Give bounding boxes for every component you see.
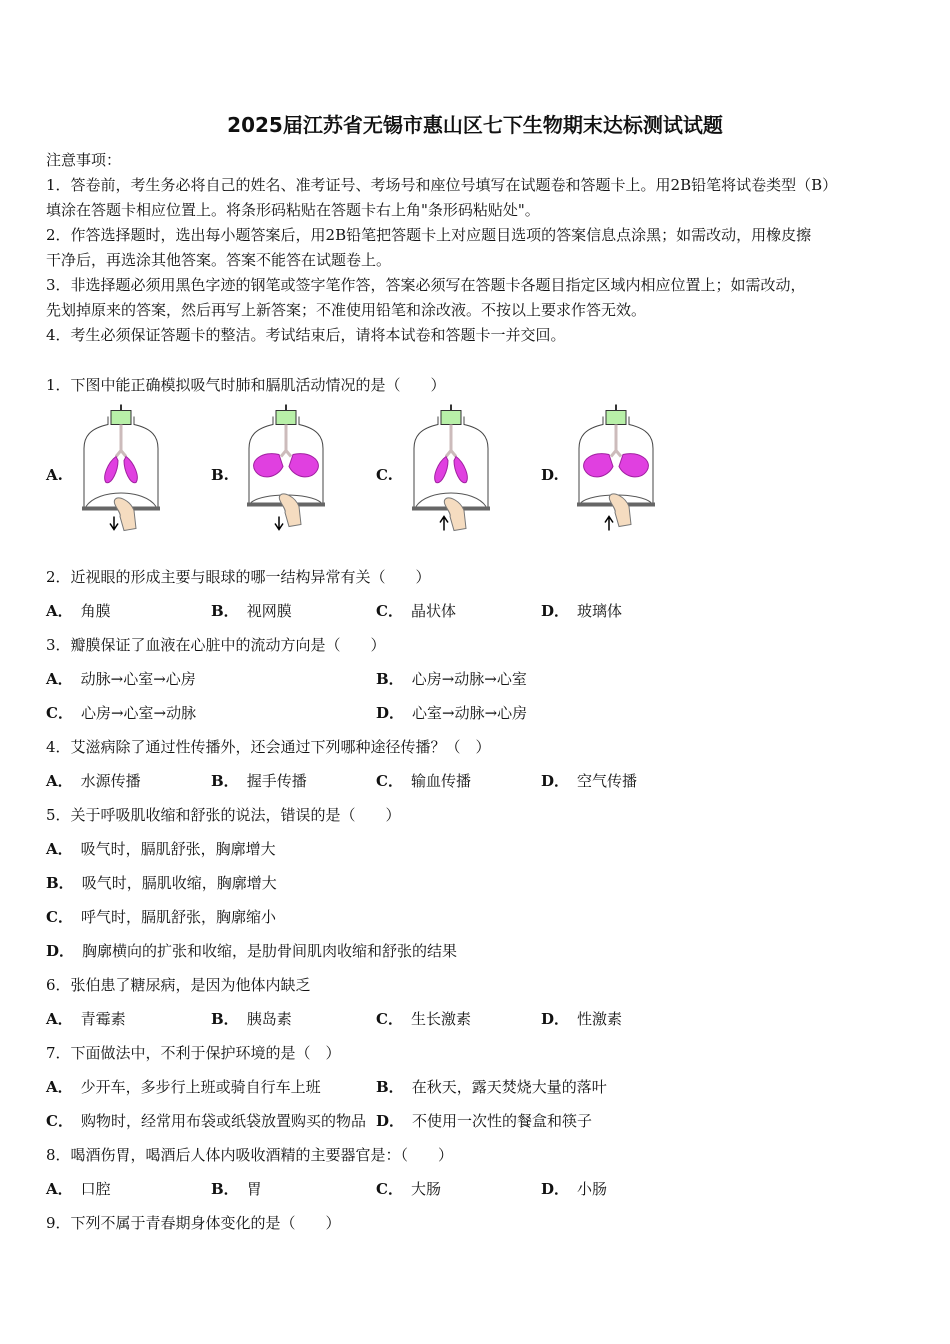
bell-jar-diagram — [243, 402, 333, 537]
question-stem: 3．瓣膜保证了血液在心脏中的流动方向是（ ） — [46, 636, 386, 654]
answer-option — [211, 594, 292, 628]
option-letter: B． — [376, 670, 404, 688]
option-text: 吸气时，膈肌舒张，胸廓增大 — [80, 840, 276, 858]
option-letter: D． — [376, 1112, 405, 1130]
bell-jar-diagram — [78, 402, 168, 537]
answer-option — [46, 662, 196, 696]
answer-option — [376, 696, 527, 730]
option-text: 生长激素 — [410, 1010, 471, 1028]
answer-option — [46, 1070, 321, 1104]
figure-label: A. — [46, 466, 63, 484]
option-text: 心房→心室→动脉 — [80, 704, 197, 722]
option-text: 小肠 — [577, 1180, 608, 1198]
option-letter: D． — [46, 942, 75, 960]
note-line: 干净后，再选涂其他答案。答案不能答在试题卷上。 — [46, 251, 392, 269]
option-text: 购物时，经常用布袋或纸袋放置购买的物品 — [80, 1112, 366, 1130]
option-text: 少开车，多步行上班或骑自行车上班 — [80, 1078, 321, 1096]
option-text: 握手传播 — [246, 772, 307, 790]
option-letter: C． — [376, 772, 403, 790]
answer-option — [46, 696, 196, 730]
option-text: 口腔 — [80, 1180, 111, 1198]
options-row — [46, 764, 906, 798]
answer-option — [211, 1172, 262, 1206]
hand — [444, 498, 466, 531]
option-letter: C． — [46, 704, 73, 722]
option-letter: B． — [211, 1010, 239, 1028]
answer-option — [46, 832, 276, 866]
options-row — [46, 1002, 906, 1036]
figure-option-b — [211, 402, 376, 552]
notes-section — [46, 148, 906, 348]
option-text: 呼气时，膈肌舒张，胸廓缩小 — [80, 908, 276, 926]
arrow-down-icon — [275, 517, 283, 530]
left-lung — [254, 454, 283, 477]
answer-option — [211, 764, 307, 798]
note-line: 填涂在答题卡相应位置上。将条形码粘贴在答题卡右上角"条形码粘贴处"。 — [46, 201, 540, 219]
option-text: 视网膜 — [246, 602, 292, 620]
options-row — [46, 1070, 906, 1104]
figure-label: D. — [541, 466, 559, 484]
answer-option — [541, 1172, 607, 1206]
question-stem: 6．张伯患了糖尿病，是因为他体内缺乏 — [46, 976, 311, 994]
option-text: 心室→动脉→心房 — [412, 704, 528, 722]
questions — [46, 368, 906, 1240]
option-text: 胃 — [246, 1180, 262, 1198]
option-text: 水源传播 — [80, 772, 141, 790]
answer-option — [376, 1172, 441, 1206]
answer-option — [46, 1002, 126, 1036]
option-letter: B． — [211, 772, 239, 790]
answer-option — [46, 594, 111, 628]
option-text: 大肠 — [410, 1180, 441, 1198]
options-row — [46, 594, 906, 628]
question-stem: 8．喝酒伤胃，喝酒后人体内吸收酒精的主要器官是：（ ） — [46, 1146, 454, 1164]
right-lung — [289, 454, 318, 477]
right-lung — [454, 457, 467, 483]
answer-option — [376, 662, 527, 696]
stopper — [111, 411, 131, 425]
options-row — [46, 662, 906, 696]
options-row — [46, 1104, 906, 1138]
option-text: 空气传播 — [577, 772, 638, 790]
answer-option — [46, 1104, 366, 1138]
option-letter: D． — [541, 602, 570, 620]
options-row — [46, 832, 906, 866]
option-letter: B． — [46, 874, 74, 892]
note-line: 3．非选择题必须用黑色字迹的钢笔或签字笔作答，答案必须写在答题卡各题目指定区域内相应位置上；如需改动， — [46, 276, 806, 294]
question-stem: 4．艾滋病除了通过性传播外，还会通过下列哪种途径传播？（ ） — [46, 738, 491, 756]
options-row — [46, 866, 906, 900]
option-letter: A． — [46, 772, 73, 790]
option-text: 输血传播 — [410, 772, 471, 790]
answer-option — [211, 1002, 292, 1036]
option-letter: A． — [46, 1010, 73, 1028]
option-text: 在秋天，露天焚烧大量的落叶 — [411, 1078, 607, 1096]
option-text: 不使用一次性的餐盒和筷子 — [412, 1112, 593, 1130]
figure-label: C. — [376, 466, 393, 484]
answer-option — [541, 764, 637, 798]
note-line: 先划掉原来的答案，然后再写上新答案；不准使用铅笔和涂改液。不按以上要求作答无效。 — [46, 301, 647, 319]
option-letter: D． — [541, 772, 570, 790]
answer-option — [376, 594, 456, 628]
options-row — [46, 696, 906, 730]
options-row — [46, 1172, 906, 1206]
answer-option — [46, 764, 141, 798]
answer-option — [376, 1104, 592, 1138]
option-text: 性激素 — [577, 1010, 623, 1028]
option-text: 动脉→心室→心房 — [80, 670, 196, 688]
stopper — [441, 411, 461, 425]
stopper — [606, 411, 626, 425]
options-row — [46, 900, 906, 934]
option-letter: C． — [46, 908, 73, 926]
left-lung — [105, 457, 118, 483]
left-lung — [435, 457, 448, 483]
option-letter: D． — [541, 1180, 570, 1198]
option-text: 玻璃体 — [577, 602, 623, 620]
note-line: 4．考生必须保证答题卡的整洁。考试结束后，请将本试卷和答题卡一并交回。 — [46, 326, 566, 344]
option-letter: C． — [376, 1010, 403, 1028]
answer-option — [376, 764, 471, 798]
right-lung — [619, 454, 648, 477]
answer-option — [46, 934, 457, 968]
arrow-up-icon — [605, 517, 613, 531]
question-stem: 7．下面做法中，不利于保护环境的是（ ） — [46, 1044, 341, 1062]
right-lung — [124, 457, 137, 483]
question-stem: 5．关于呼吸肌收缩和舒张的说法，错误的是（ ） — [46, 806, 401, 824]
note-line: 1．答卷前，考生务必将自己的姓名、准考证号、考场号和座位号填写在试题卷和答题卡上。用2B铅笔将试卷类型（B） — [46, 176, 838, 194]
answer-option — [541, 1002, 622, 1036]
notes-heading: 注意事项： — [46, 151, 122, 169]
figure-options — [46, 402, 906, 560]
note-line: 2．作答选择题时，选出每小题答案后，用2B铅笔把答题卡上对应题目选项的答案信息点涂黑；如需改动，用橡皮擦 — [46, 226, 812, 244]
figure-option-c — [376, 402, 541, 552]
figure-option-a — [46, 402, 211, 552]
answer-option — [541, 594, 622, 628]
option-letter: B． — [376, 1078, 404, 1096]
option-letter: A． — [46, 602, 73, 620]
arrow-down-icon — [110, 517, 118, 530]
option-letter: B． — [211, 1180, 239, 1198]
option-letter: A． — [46, 840, 73, 858]
hand — [114, 498, 136, 531]
stopper — [276, 411, 296, 425]
option-letter: A． — [46, 670, 73, 688]
option-letter: A． — [46, 1078, 73, 1096]
answer-option — [46, 1172, 111, 1206]
left-lung — [584, 454, 613, 477]
option-text: 胰岛素 — [246, 1010, 292, 1028]
answer-option — [376, 1070, 607, 1104]
options-row — [46, 934, 906, 968]
option-letter: D． — [541, 1010, 570, 1028]
arrow-up-icon — [440, 517, 448, 531]
figure-label: B. — [211, 466, 229, 484]
bell-jar-diagram — [408, 402, 498, 537]
option-text: 吸气时，膈肌收缩，胸廓增大 — [81, 874, 277, 892]
option-letter: C． — [376, 1180, 403, 1198]
question-stem: 1．下图中能正确模拟吸气时肺和膈肌活动情况的是（ ） — [46, 376, 446, 394]
option-text: 晶状体 — [410, 602, 456, 620]
option-letter: B． — [211, 602, 239, 620]
option-letter: C． — [46, 1112, 73, 1130]
option-text: 心房→动脉→心室 — [411, 670, 527, 688]
answer-option — [376, 1002, 471, 1036]
option-letter: D． — [376, 704, 405, 722]
option-text: 胸廓横向的扩张和收缩，是肋骨间肌肉收缩和舒张的结果 — [82, 942, 458, 960]
figure-option-d — [541, 402, 706, 552]
hand — [279, 494, 301, 527]
option-text: 角膜 — [80, 602, 111, 620]
option-text: 青霉素 — [80, 1010, 126, 1028]
page-title: 2025届江苏省无锡市惠山区七下生物期末达标测试试题 — [227, 113, 723, 137]
answer-option — [46, 900, 276, 934]
question-stem: 9．下列不属于青春期身体变化的是（ ） — [46, 1214, 341, 1232]
option-letter: A． — [46, 1180, 73, 1198]
answer-option — [46, 866, 277, 900]
bell-jar-diagram — [573, 402, 663, 537]
question-stem: 2．近视眼的形成主要与眼球的哪一结构异常有关（ ） — [46, 568, 431, 586]
option-letter: C． — [376, 602, 403, 620]
